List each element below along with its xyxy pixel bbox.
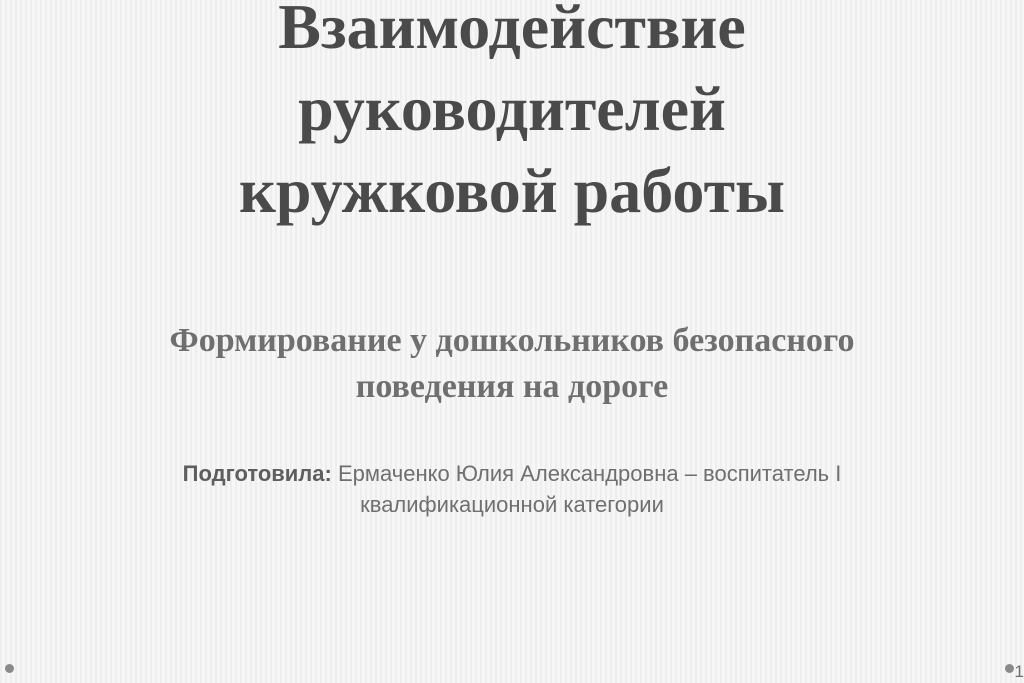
slide-title: Взаимодействие руководителей кружковой работы <box>239 0 785 226</box>
page-number: 1 <box>1014 662 1024 681</box>
bullet-dot-right-icon <box>1005 664 1014 673</box>
author-name: Ермаченко Юлия Александровна – воспитатель I квалификационной категории <box>331 460 842 518</box>
slide-subtitle: Формирование у дошкольников безопасного поведения на дороге <box>169 321 855 405</box>
bullet-dot-left-icon <box>5 664 14 673</box>
slide-author-line <box>102 458 922 522</box>
author-label: Подготовила: <box>182 460 332 486</box>
